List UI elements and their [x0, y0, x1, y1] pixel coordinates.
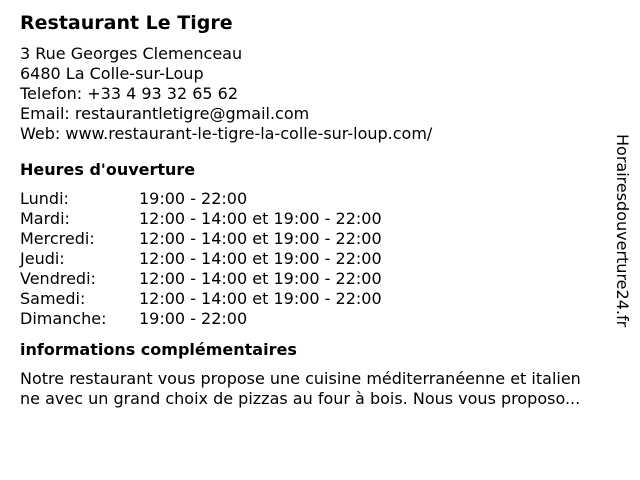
day-label: Samedi:	[20, 289, 86, 308]
additional-info-text	[20, 369, 630, 409]
hours-row-jeudi	[20, 249, 382, 269]
info-line: ne avec un grand choix de pizzas au four à bois. Nous vous proposo...	[20, 389, 581, 408]
hours-row-mardi	[20, 209, 382, 229]
watermark-text: Horairesdouverture24.fr	[613, 134, 632, 328]
hours-row-mercredi	[20, 229, 382, 249]
day-label: Dimanche:	[20, 309, 107, 328]
street-address: 3 Rue Georges Clemenceau	[20, 44, 243, 63]
hours-row-dimanche	[20, 309, 382, 329]
hours-value: 12:00 - 14:00 et 19:00 - 22:00	[139, 289, 382, 308]
hours-value: 12:00 - 14:00 et 19:00 - 22:00	[139, 249, 382, 268]
day-label: Lundi:	[20, 189, 69, 208]
city-address: 6480 La Colle-sur-Loup	[20, 64, 204, 83]
hours-row-vendredi	[20, 269, 382, 289]
opening-hours-table	[20, 189, 382, 329]
hours-value: 12:00 - 14:00 et 19:00 - 22:00	[139, 269, 382, 288]
day-label: Mardi:	[20, 209, 70, 228]
address-block	[20, 44, 620, 144]
restaurant-name: Restaurant Le Tigre	[20, 12, 233, 34]
opening-hours-heading: Heures d'ouverture	[20, 160, 196, 179]
day-label: Jeudi:	[20, 249, 65, 268]
day-label: Vendredi:	[20, 269, 96, 288]
hours-row-samedi	[20, 289, 382, 309]
restaurant-card	[20, 10, 620, 409]
info-line: Notre restaurant vous propose une cuisine méditerranéenne et italien	[20, 369, 581, 388]
hours-value: 12:00 - 14:00 et 19:00 - 22:00	[139, 209, 382, 228]
phone-number: Telefon: +33 4 93 32 65 62	[20, 84, 239, 103]
hours-value: 19:00 - 22:00	[139, 309, 248, 328]
hours-value: 12:00 - 14:00 et 19:00 - 22:00	[139, 229, 382, 248]
hours-value: 19:00 - 22:00	[139, 189, 248, 208]
website-url: Web: www.restaurant-le-tigre-la-colle-sur-loup.com/	[20, 124, 433, 143]
day-label: Mercredi:	[20, 229, 95, 248]
hours-row-lundi	[20, 189, 382, 209]
additional-info-heading: informations complémentaires	[20, 340, 297, 359]
email-address: Email: restaurantletigre@gmail.com	[20, 104, 310, 123]
